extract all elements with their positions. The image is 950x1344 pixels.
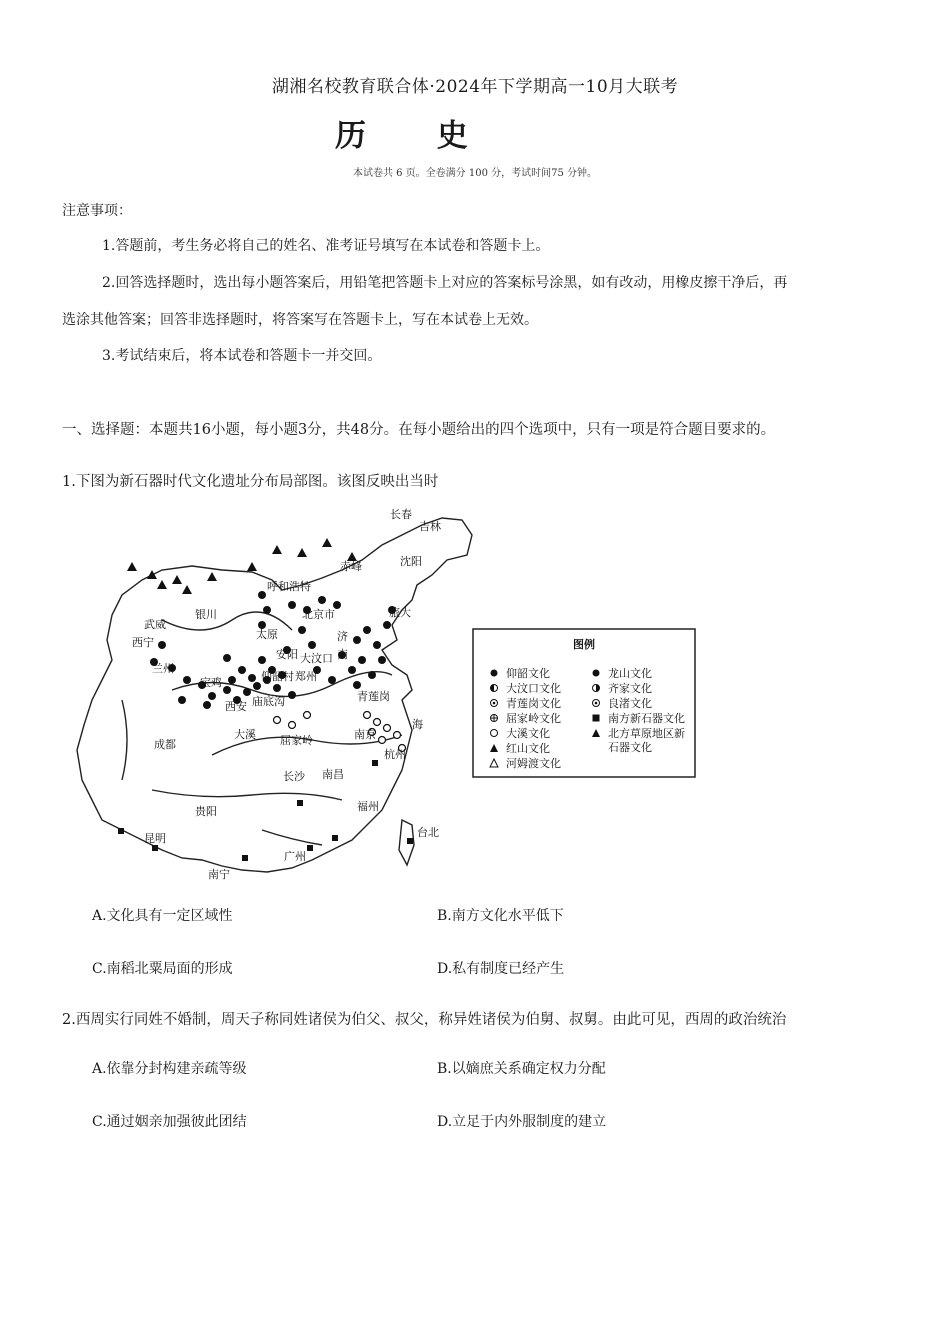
question-2-option-b[interactable]: B.以嫡庶关系确定权力分配: [437, 1061, 606, 1077]
map-label-qujialing: 屈家岭: [280, 734, 313, 747]
legend-north-line-1: 北方草原地区新: [608, 727, 685, 740]
map-label-hangzhou: 杭州: [384, 748, 406, 761]
notice-heading: 注意事项：: [62, 203, 132, 219]
map-label-xining: 西宁: [132, 636, 154, 649]
exam-info: 本试卷共 6 页。全卷满分 100 分，考试时间75 分钟。: [352, 168, 598, 179]
map-label-baoji: 宝鸡: [200, 676, 222, 689]
notice-item-2-line-2: 选涂其他答案；回答非选择题时，将答案写在答题卡上，写在本试卷上无效。: [62, 312, 538, 328]
legend-hongshan: 红山文化: [506, 742, 550, 755]
notice-item-3: 3.考试结束后，将本试卷和答题卡一并交回。: [102, 348, 382, 364]
legend-dawenkou: 大汶口文化: [506, 682, 561, 695]
question-1-option-a[interactable]: A.文化具有一定区域性: [92, 908, 233, 924]
section-1-heading: 一、选择题：本题共16小题，每小题3分，共48分。在每小题给出的四个选项中，只有一项是符合题目要求的。: [62, 422, 776, 438]
map-label-jilin: 吉林: [419, 520, 441, 533]
exam-header-title: 湖湘名校教育联合体·2024年下学期高一10月大联考: [271, 77, 679, 97]
legend-south-icon: [593, 715, 600, 722]
map-label-anyang: 安阳: [276, 648, 298, 661]
question-1-option-d[interactable]: D.私有制度已经产生: [437, 961, 565, 977]
question-2-option-d[interactable]: D.立足于内外服制度的建立: [437, 1114, 607, 1130]
legend-longshan: 龙山文化: [608, 667, 652, 680]
legend-title: 图例: [573, 638, 595, 651]
map-label-beijing: 北京市: [302, 608, 335, 621]
legend-qujialing: 屈家岭文化: [506, 712, 561, 725]
map-label-qinglian: 青莲岗: [357, 690, 390, 703]
legend-qijia: 齐家文化: [608, 682, 652, 695]
subject-title: 历 史: [335, 118, 498, 154]
legend-south: 南方新石器文化: [608, 712, 685, 725]
neolithic-site-map: [62, 500, 482, 885]
map-label-chifeng: 赤峰: [340, 560, 362, 573]
map-label-miaodigou: 庙底沟: [252, 695, 285, 708]
map-label-lushun: 旅大: [389, 606, 411, 619]
question-1-option-c[interactable]: C.南稻北粟局面的形成: [92, 961, 233, 977]
notice-item-1: 1.答题前，考生务必将自己的姓名、准考证号填写在本试卷和答题卡上。: [102, 238, 550, 254]
map-label-dawenkou: 大汶口: [300, 652, 333, 665]
legend-daxi-icon: [491, 730, 498, 737]
question-2-option-c[interactable]: C.通过姻亲加强彼此团结: [92, 1114, 247, 1130]
map-label-shanghai: 海: [412, 718, 423, 731]
question-2-stem: 2.西周实行同姓不婚制，周天子称同姓诸侯为伯父、叔父，称异姓诸侯为伯舅、叔舅。由此可见，西周的政治统治: [62, 1012, 787, 1028]
map-legend: [472, 628, 696, 778]
legend-daxi: 大溪文化: [506, 727, 550, 740]
map-label-zhengzhou: 郑州: [295, 670, 317, 683]
map-label-nanchang: 南昌: [322, 768, 344, 781]
map-label-changchun: 长春: [390, 508, 412, 521]
legend-liangzhu: 良渚文化: [608, 697, 652, 710]
map-label-guangzhou: 广州: [284, 850, 306, 863]
map-label-xian: 西安: [225, 700, 247, 713]
map-label-nanning: 南宁: [208, 868, 230, 881]
map-label-taiyuan: 太原: [256, 628, 278, 641]
legend-qinglian: 青莲岗文化: [506, 697, 561, 710]
legend-yangshao: 仰韶文化: [506, 667, 550, 680]
map-label-chengdu: 成都: [154, 738, 176, 751]
legend-longshan-icon: [593, 670, 600, 677]
map-label-yinchuan: 银川: [195, 608, 217, 621]
map-label-shenyang: 沈阳: [400, 555, 422, 568]
map-label-changsha: 长沙: [283, 770, 305, 783]
map-label-fuzhou: 福州: [357, 800, 379, 813]
map-label-nanjing: 南京: [354, 728, 376, 741]
map-label-ji: 济: [337, 630, 348, 643]
map-label-taibei: 台北: [417, 826, 439, 839]
map-label-wuwei: 武威: [144, 618, 166, 631]
map-label-hohhot: 呼和浩特: [267, 580, 311, 593]
legend-hemudu: 河姆渡文化: [506, 757, 561, 770]
question-1-stem: 1.下图为新石器时代文化遗址分布局部图。该图反映出当时: [62, 474, 439, 490]
question-1-option-b[interactable]: B.南方文化水平低下: [437, 908, 564, 924]
map-label-yangshao: 仰韶村: [261, 670, 294, 683]
legend-yangshao-icon: [491, 670, 498, 677]
map-label-lanzhou: 兰州: [152, 662, 174, 675]
notice-item-2-line-1: 2.回答选择题时，选出每小题答案后，用铅笔把答题卡上对应的答案标号涂黑，如有改动，用橡皮擦干净后，再: [102, 275, 788, 291]
legend-north-line-2: 石器文化: [608, 741, 652, 754]
north-steppe-markers: [127, 538, 357, 594]
map-label-daxi: 大溪: [234, 728, 256, 741]
map-label-kunming: 昆明: [144, 832, 166, 845]
question-2-option-a[interactable]: A.依靠分封构建亲疏等级: [92, 1061, 247, 1077]
map-label-nan: 南: [337, 648, 348, 661]
map-label-guiyang: 贵阳: [195, 805, 217, 818]
